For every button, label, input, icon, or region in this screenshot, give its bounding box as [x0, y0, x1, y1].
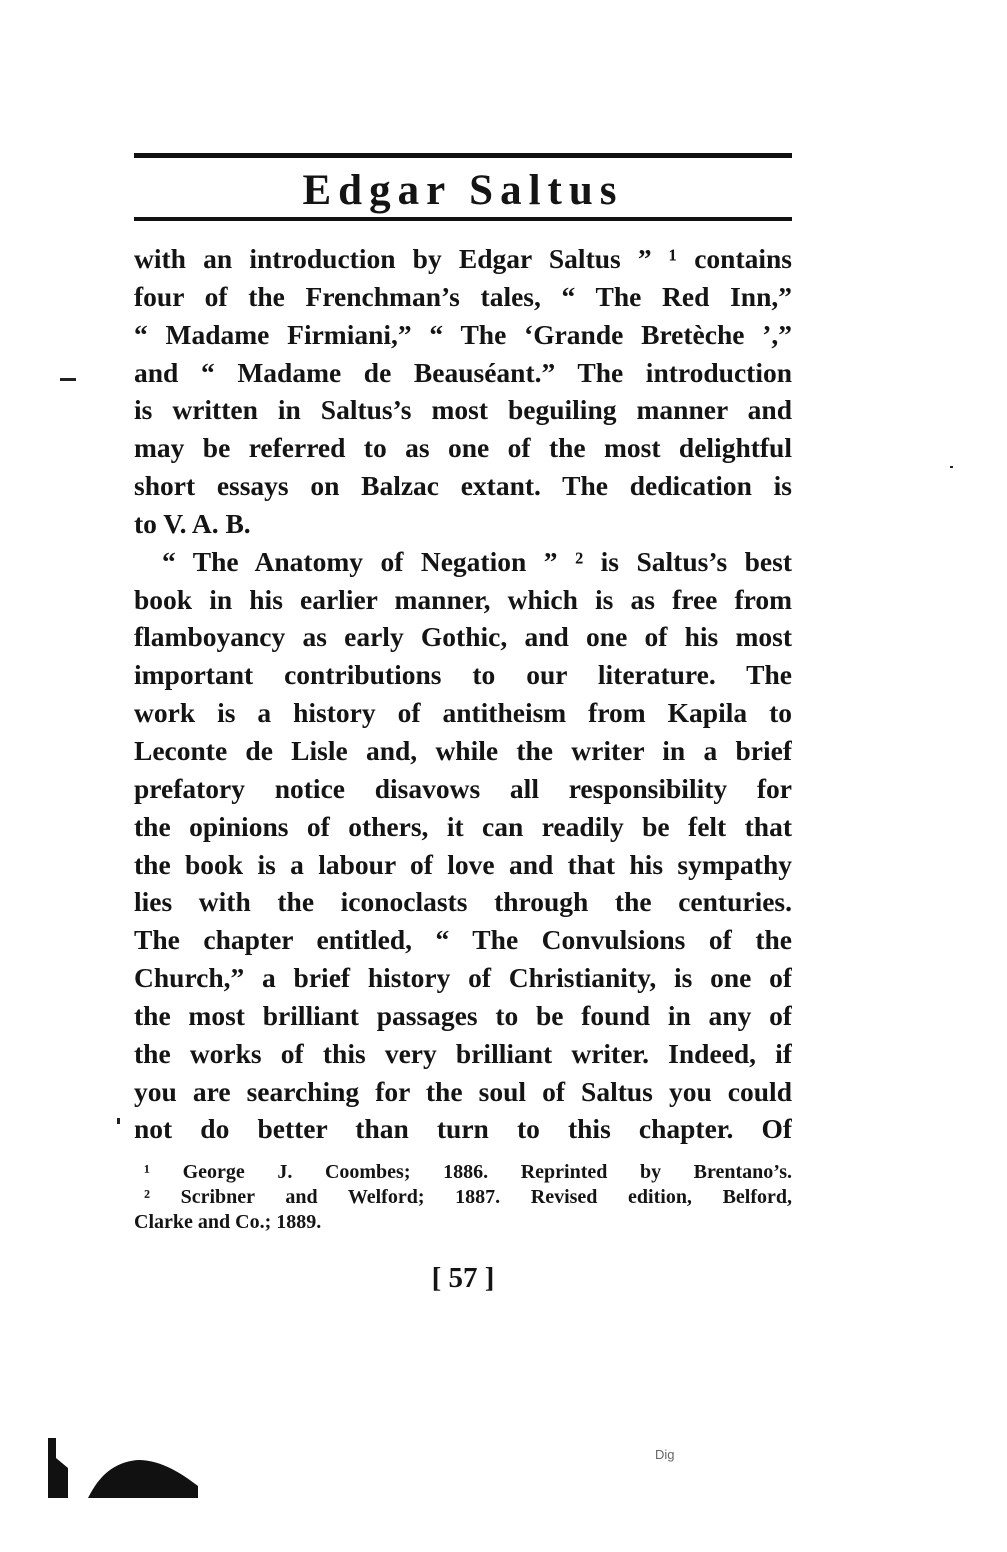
text-line: with an introduction by Edgar Saltus ” ¹ contains [134, 243, 792, 274]
text-line: the works of this very brilliant writer. Indeed, if [134, 1037, 792, 1069]
footnote-continuation: Clarke and Co.; 1889. [134, 1211, 322, 1233]
scan-speck [950, 466, 953, 468]
footnote: ¹ George J. Coombes; 1886. Reprinted by Brentano’s. [144, 1161, 792, 1183]
text-line: Church,” a brief history of Christianity, is one of [134, 962, 792, 994]
scan-speck [60, 378, 76, 381]
watermark: Dig [655, 1447, 675, 1462]
text-line: “ The Anatomy of Negation ” ² is Saltus’s best [162, 545, 792, 577]
text-line: book in his earlier manner, which is as free from [134, 583, 792, 615]
header-rule-top [134, 153, 792, 158]
text-line: you are searching for the soul of Saltus you could [134, 1075, 792, 1107]
text-line: Leconte de Lisle and, while the writer in a brief [134, 734, 792, 766]
text-line: lies with the iconoclasts through the centuries. [134, 886, 792, 918]
running-head: Edgar Saltus [302, 167, 624, 214]
text-line: “ Madame Firmiani,” “ The ‘Grande Bretèche ’,” [134, 318, 792, 350]
text-line: prefatory notice disavows all responsibility for [134, 772, 792, 804]
text-line: flamboyancy as early Gothic, and one of his most [134, 621, 792, 653]
scan-artifact-icon [46, 1438, 206, 1498]
text-line: and “ Madame de Beauséant.” The introduction [134, 356, 792, 388]
text-line: may be referred to as one of the most delightful [134, 432, 792, 464]
footnote: ² Scribner and Welford; 1887. Revised edition, Belford, [144, 1186, 792, 1208]
text-line: not do better than turn to this chapter. Of [134, 1113, 792, 1145]
text-line: work is a history of antitheism from Kapila to [134, 697, 792, 729]
footnotes [134, 1160, 792, 1235]
text-line: to V. A. B. [134, 507, 251, 539]
text-line: four of the Frenchman’s tales, “ The Red Inn,” [134, 280, 792, 312]
text-line: short essays on Balzac extant. The dedication is [134, 470, 792, 502]
header-rule-bottom [134, 217, 792, 221]
text-line: is written in Saltus’s most beguiling manner and [134, 394, 792, 426]
text-line: The chapter entitled, “ The Convulsions of the [134, 924, 792, 956]
text-line: the opinions of others, it can readily be felt that [134, 810, 792, 842]
text-line: the book is a labour of love and that his sympathy [134, 848, 792, 880]
body-text [134, 240, 792, 1148]
text-line: the most brilliant passages to be found in any of [134, 999, 792, 1031]
text-line: important contributions to our literature. The [134, 659, 792, 691]
scan-speck [117, 1118, 120, 1124]
page-number: [ 57 ] [431, 1262, 495, 1294]
